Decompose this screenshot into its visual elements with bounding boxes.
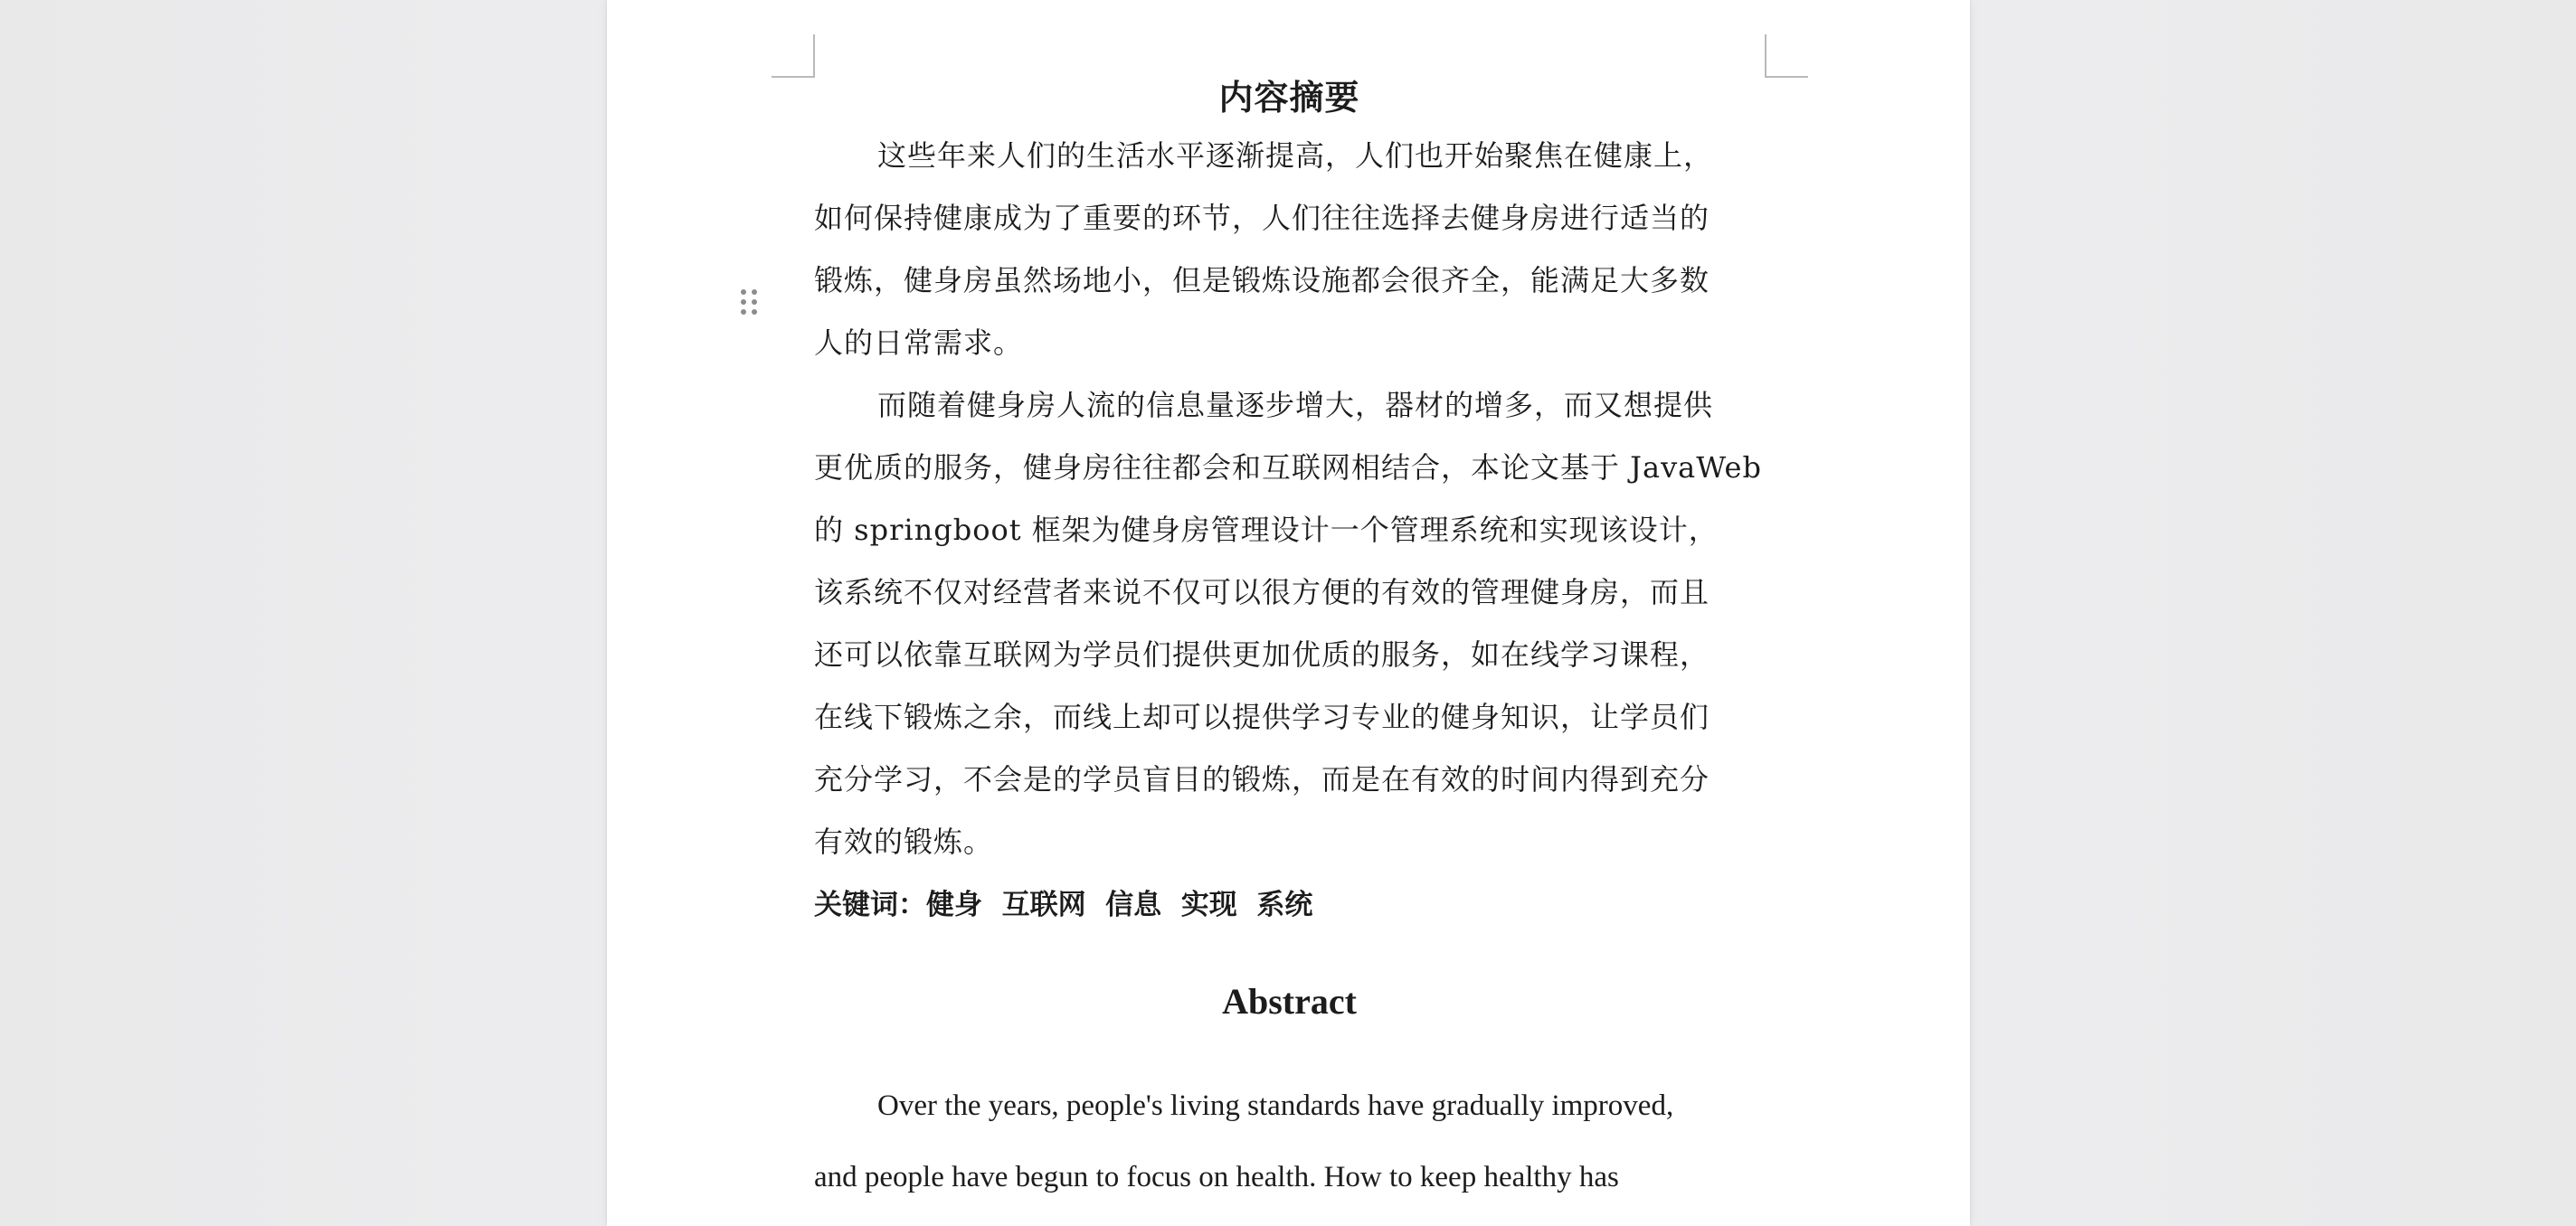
page-margin-corner-top-right — [1765, 34, 1808, 78]
paragraph-drag-handle-icon[interactable] — [741, 289, 761, 316]
keywords-line: 关键词：健身 互联网 信息 实现 系统 — [814, 889, 1313, 921]
page-margin-corner-top-left — [772, 34, 815, 78]
chinese-abstract-paragraph-2: 而随着健身房人流的信息量逐步增大，器材的增多，而又想提供 更优质的服务，健身房往往都会和互联网相结合，本论文基于 JavaWeb 的 springboot 框架为健身房管理设计一个管理系统和实现该设计， 该系统不仅对经营者来说不仅可以很方便的有效的管理健身房，而且 还可以依靠互联网为学员们提供更加优质的服务，如在线学习课程， 在线下锻炼之余，而线上却可以提供学习专业的健身知识，让学员们 充分学习，不会是的学员盲目的锻炼，而是在有效的时间内得到充分 有效的锻炼。 — [814, 388, 1762, 859]
chinese-abstract-title: 内容摘要 — [1218, 78, 1360, 118]
english-abstract-title: Abstract — [1222, 981, 1357, 1022]
document-page[interactable] — [607, 0, 1970, 1226]
chinese-abstract-paragraph-1: 这些年来人们的生活水平逐渐提高，人们也开始聚焦在健康上， 如何保持健康成为了重要的环节，人们往往选择去健身房进行适当的 锻炼，健身房虽然场地小，但是锻炼设施都会很齐全，能满足大多数 人的日常需求。 — [814, 138, 1714, 360]
document-body[interactable] — [814, 71, 1765, 1213]
english-abstract-paragraph: Over the years, people's living standards have gradually improved, and people have begun to focus on health. How to keep healthy has — [814, 1089, 1674, 1193]
